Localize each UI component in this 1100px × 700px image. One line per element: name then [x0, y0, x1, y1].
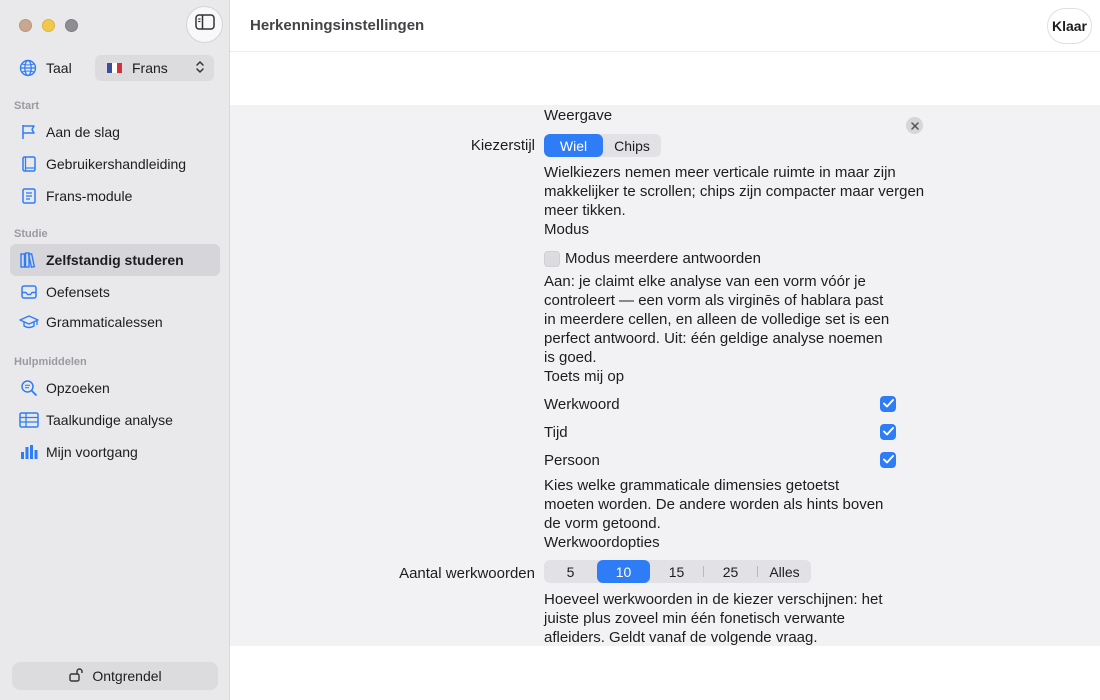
- lock-open-icon: [68, 667, 84, 686]
- document-icon: [18, 185, 40, 207]
- help-line: de vorm getoond.: [544, 515, 661, 532]
- verb-count-option-all[interactable]: Alles: [769, 563, 800, 580]
- test-item-checkbox-person[interactable]: [880, 452, 896, 468]
- sidebar-item-label: Aan de slag: [46, 124, 120, 140]
- close-section-button[interactable]: [906, 117, 923, 134]
- multi-answer-help: [544, 272, 889, 367]
- sidebar-item-label: Grammaticalessen: [46, 314, 163, 330]
- sidebar-item-label: Mijn voortgang: [46, 444, 138, 460]
- france-flag-icon: [107, 63, 122, 73]
- sidebar-item-grammar-lessons[interactable]: [10, 306, 220, 338]
- help-line: perfect antwoord. Uit: één geldige analyse noemen: [544, 330, 883, 347]
- verb-count-help: [544, 590, 883, 647]
- book-icon: [18, 153, 40, 175]
- test-item-checkbox-verb[interactable]: [880, 396, 896, 412]
- language-select-value: Frans: [132, 60, 168, 76]
- unlock-label: Ontgrendel: [92, 668, 162, 684]
- picker-style-segmented-control[interactable]: [544, 134, 661, 157]
- help-line: controleert — een vorm als virginēs of hablara past: [544, 292, 884, 309]
- language-row: [18, 56, 214, 80]
- settings-form: [230, 105, 1100, 646]
- zoom-window-button[interactable]: [65, 19, 78, 32]
- picker-style-label: Kiezerstijl: [470, 137, 535, 154]
- sidebar-item-label: Zelfstandig studeren: [46, 252, 184, 268]
- verb-count-option-15[interactable]: 15: [668, 563, 685, 580]
- toolbar: [230, 0, 1100, 52]
- sidebar-item-french-module[interactable]: [10, 180, 220, 212]
- help-line: meer tikken.: [544, 202, 626, 219]
- minimize-window-button[interactable]: [42, 19, 55, 32]
- sidebar-item-label: Oefensets: [46, 284, 110, 300]
- sidebar-item-getting-started[interactable]: [10, 116, 220, 148]
- sidebar-item-label: Frans-module: [46, 188, 133, 204]
- done-button[interactable]: Klaar: [1047, 8, 1092, 44]
- picker-style-option-wheel[interactable]: Wiel: [544, 134, 603, 157]
- help-line: moeten worden. De andere worden als hints boven: [544, 496, 884, 513]
- sidebar-item-practice-sets[interactable]: [10, 276, 220, 308]
- section-label-tools: Hulpmiddelen: [14, 356, 87, 368]
- help-line: Hoeveel werkwoorden in de kiezer verschijnen: het: [544, 591, 883, 608]
- sidebar-item-label: Gebruikershandleiding: [46, 156, 187, 172]
- test-help: [544, 476, 883, 533]
- test-item-label-tense: Tijd: [544, 424, 568, 441]
- multi-answer-label: Modus meerdere antwoorden: [565, 250, 761, 267]
- verb-count-segmented-control[interactable]: [544, 560, 811, 583]
- window-controls: [19, 19, 78, 32]
- multi-answer-checkbox[interactable]: [544, 251, 560, 267]
- sidebar-item-user-manual[interactable]: [10, 148, 220, 180]
- multi-answer-row: [544, 249, 761, 268]
- picker-style-option-chips[interactable]: Chips: [614, 137, 650, 154]
- unlock-button[interactable]: [12, 662, 218, 690]
- help-line: Wielkiezers nemen meer verticale ruimte in maar zijn: [544, 164, 896, 181]
- test-item-checkbox-tense[interactable]: [880, 424, 896, 440]
- page-title: Herkenningsinstellingen: [250, 17, 425, 34]
- sidebar-toggle-button[interactable]: [186, 6, 223, 43]
- sidebar-item-self-study[interactable]: [10, 244, 220, 276]
- language-label: Taal: [46, 60, 72, 76]
- verb-count-option-25[interactable]: 25: [722, 563, 739, 580]
- checkmark-icon: [883, 423, 894, 441]
- close-icon: [911, 117, 919, 135]
- close-window-button[interactable]: [19, 19, 32, 32]
- chevron-updown-icon: [195, 60, 205, 77]
- test-item-label-verb: Werkwoord: [544, 396, 620, 413]
- checkmark-icon: [883, 395, 894, 413]
- section-label-start: Start: [14, 100, 40, 112]
- help-line: is goed.: [544, 349, 597, 366]
- bar-chart-icon: [18, 441, 40, 463]
- flag-icon: [18, 121, 40, 143]
- language-select[interactable]: [95, 55, 214, 81]
- section-heading-verb-options: Werkwoordopties: [544, 534, 660, 551]
- verb-count-option-10[interactable]: 10: [597, 560, 650, 583]
- help-line: in meerdere cellen, en alleen de volledige set is een: [544, 311, 890, 328]
- picker-style-help: [544, 163, 924, 220]
- checkmark-icon: [883, 451, 894, 469]
- verb-count-option-5[interactable]: 5: [566, 563, 575, 580]
- graduation-cap-icon: [18, 311, 40, 333]
- help-line: makkelijker te scrollen; chips zijn compacter maar vergen: [544, 183, 925, 200]
- sidebar-item-linguistic-analysis[interactable]: [10, 404, 220, 436]
- globe-icon: [18, 58, 38, 78]
- tray-icon: [18, 281, 40, 303]
- help-line: juiste plus zoveel min één fonetisch verwante: [544, 610, 845, 627]
- help-line: Kies welke grammaticale dimensies getoetst: [544, 477, 840, 494]
- sidebar-item-label: Taalkundige analyse: [46, 412, 173, 428]
- sidebar-item-label: Opzoeken: [46, 380, 110, 396]
- table-icon: [18, 409, 40, 431]
- sidebar: [0, 0, 230, 700]
- help-line: Aan: je claimt elke analyse van een vorm vóór je: [544, 273, 866, 290]
- section-label-study: Studie: [14, 228, 48, 240]
- books-icon: [18, 249, 40, 271]
- sidebar-toggle-icon: [195, 14, 215, 35]
- section-heading-mode: Modus: [544, 221, 590, 238]
- sidebar-item-lookup[interactable]: [10, 372, 220, 404]
- section-heading-test-me: Toets mij op: [544, 368, 625, 385]
- sidebar-item-my-progress[interactable]: [10, 436, 220, 468]
- test-item-label-person: Persoon: [544, 452, 600, 469]
- help-line: afleiders. Geldt vanaf de volgende vraag.: [544, 629, 818, 646]
- magnifier-text-icon: [18, 377, 40, 399]
- verb-count-label: Aantal werkwoorden: [399, 565, 535, 582]
- section-heading-display: Weergave: [544, 107, 613, 124]
